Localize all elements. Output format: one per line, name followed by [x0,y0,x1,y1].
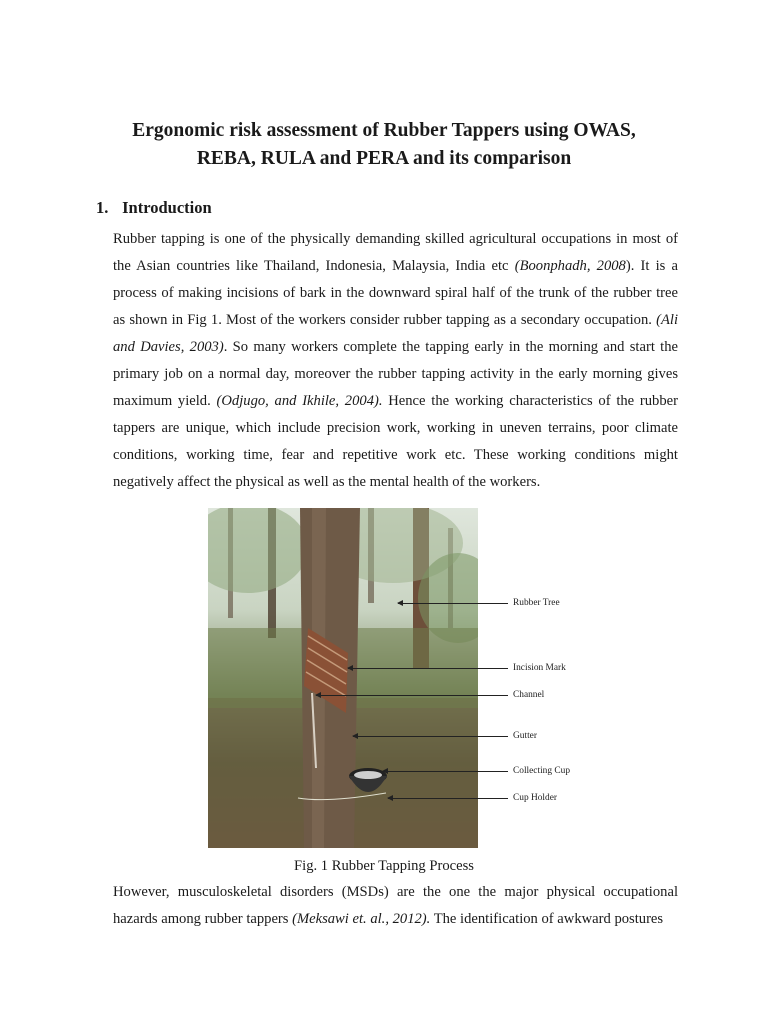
body-text: However, musculoskeletal disorders (MSDs) are the one the major physical occupational [113,884,678,900]
gutter-pointer [353,736,508,737]
collecting-cup-pointer [383,771,508,772]
body-text: maximum yield. [113,393,217,409]
figure-caption: Fig. 1 Rubber Tapping Process [294,858,474,874]
rubber-tree-pointer [398,603,508,604]
label-cup-holder: Cup Holder [513,793,558,803]
text-line [113,415,678,442]
incision-mark-pointer [348,668,508,669]
body-text: . So many workers complete the tapping early in the morning and start the [223,339,678,355]
citation-text: (Meksawi et. al., 2012). [292,911,431,927]
label-gutter: Gutter [513,731,537,741]
body-text: negatively affect the physical as well as the mental health of the workers. [113,474,541,490]
text-line [113,879,678,906]
text-line [113,442,678,469]
intro-paragraph [113,226,678,496]
body-text: process of making incisions of bark in the downward spiral half of the trunk of the rubber tree [113,285,678,301]
text-line [113,226,678,253]
paper-title [80,117,688,173]
text-line [113,334,678,361]
text-line [113,469,678,496]
channel-pointer [316,695,508,696]
rubber-tree-photo [208,508,478,848]
continuation-paragraph [113,879,678,933]
title-line-2: REBA, RULA and PERA and its comparison [196,148,572,169]
body-text: The identification of awkward postures [430,911,664,927]
section-title: Introduction [122,198,212,217]
text-line [113,361,678,388]
citation-text: and Davies, 2003) [113,339,224,355]
label-incision-mark: Incision Mark [513,663,566,673]
body-text: conditions, working time, fear and repetitive work etc. These working conditions might [113,447,678,463]
label-collecting-cup: Collecting Cup [513,766,571,776]
body-text: Hence the working characteristics of the rubber [382,393,678,409]
text-line [113,280,678,307]
body-text: hazards among rubber tappers [113,911,293,927]
body-text: tappers are unique, which include precision work, working in uneven terrains, poor climate [113,420,678,436]
body-text: Rubber tapping is one of the physically demanding skilled agricultural occupations in most of [113,231,678,247]
body-text: ). It is a [625,258,678,274]
text-line [113,253,678,280]
citation-text: (Odjugo, and Ikhile, 2004). [216,393,383,409]
title-line-1: Ergonomic risk assessment of Rubber Tappers using OWAS, [132,120,636,141]
section-heading [96,196,212,220]
figure-rubber-tapping [208,508,588,848]
text-line [113,307,678,334]
label-channel: Channel [513,690,545,700]
cup-holder-pointer [388,798,508,799]
section-number: 1. [96,198,109,217]
text-line [113,906,678,933]
body-text: primary job on a normal day, moreover the rubber tapping activity in the early morning gives [113,366,678,382]
label-rubber-tree: Rubber Tree [513,598,560,608]
citation-text: (Boonphadh, 2008 [514,258,626,274]
citation-text: (Ali [656,312,678,328]
body-text: as shown in Fig 1. Most of the workers consider rubber tapping as a secondary occupation. [113,312,657,328]
text-line [113,388,678,415]
body-text: the Asian countries like Thailand, Indonesia, Malaysia, India etc [113,258,515,274]
